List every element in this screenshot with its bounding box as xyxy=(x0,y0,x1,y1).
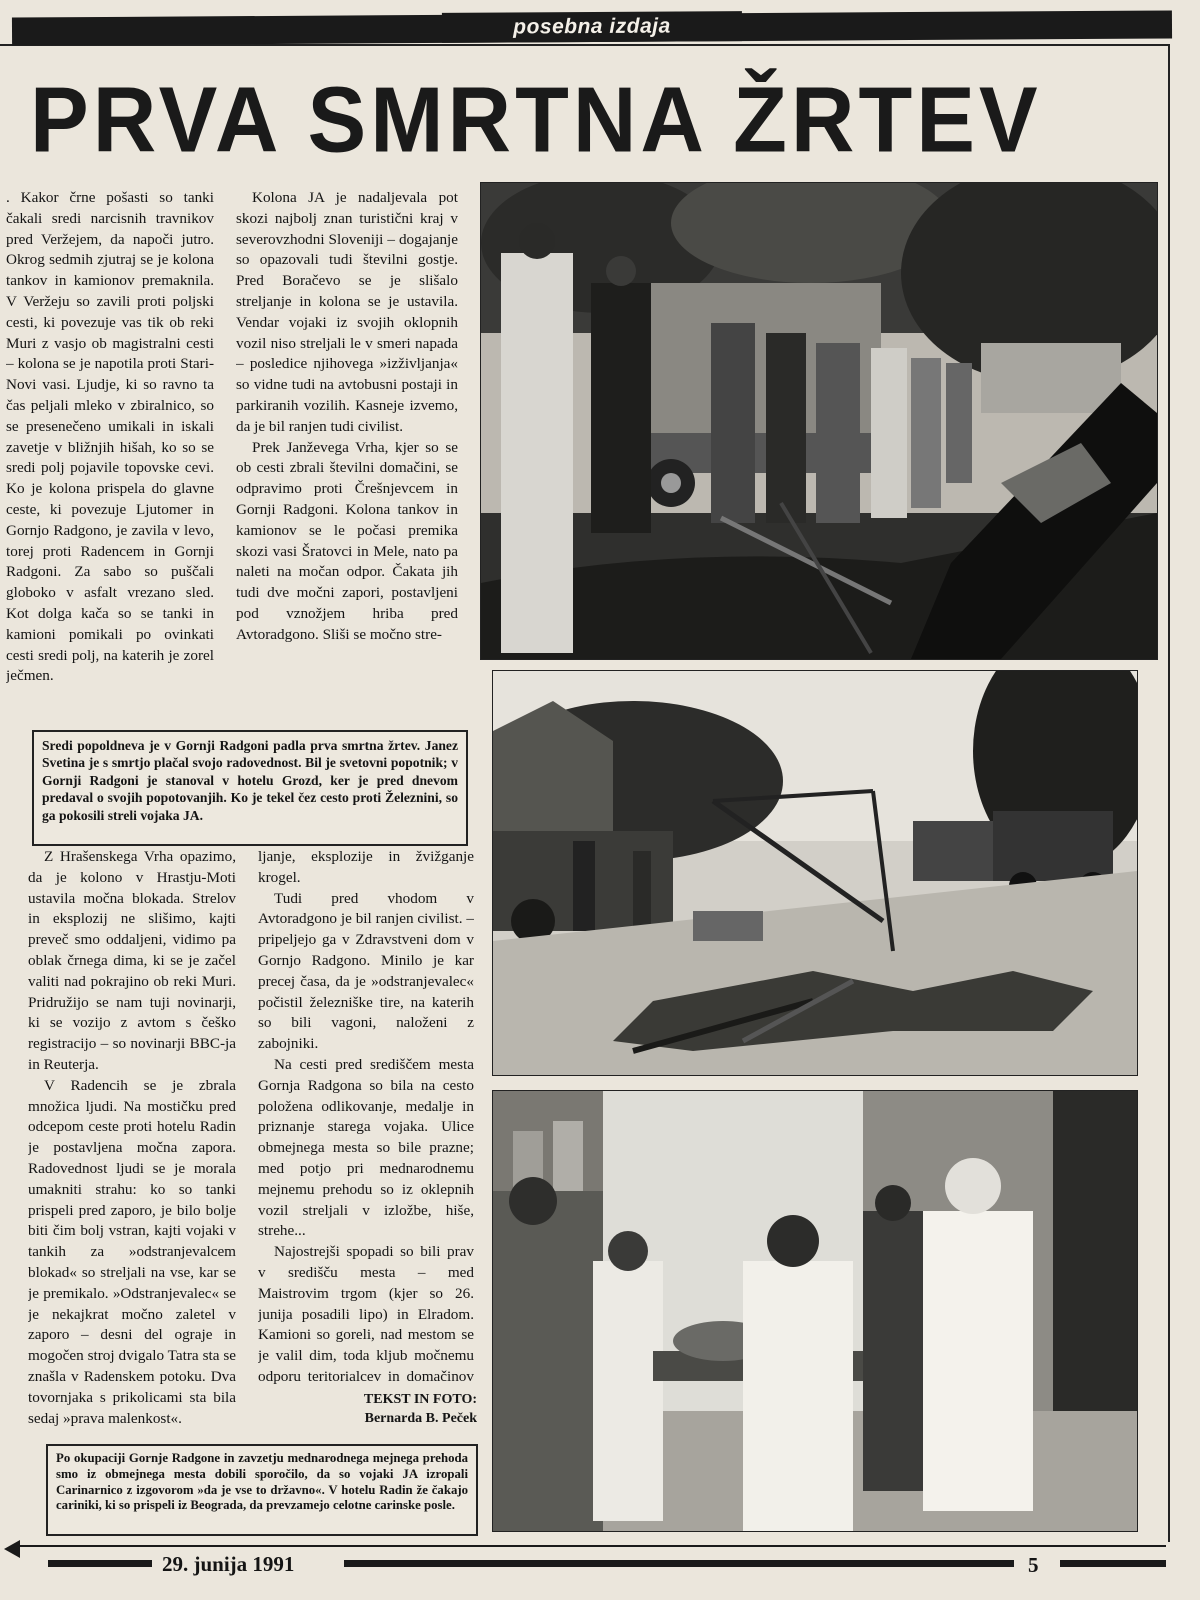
paragraph: Kolona JA je nadaljevala pot skozi najbolj znan turistični kraj v severovzhodni Sloveniji – dogajanje so opazovali tudi številni gostje. Pred Boračevo se je slišalo streljanje in kolona se je ustavila. Vendar vojaki iz svojih oklopnih vozil niso streljali le v smeri napada – posledice njihovega »izživljanja« so vidne tudi na avtobusni postaji in parkiranih vozilih. Kasneje izvemo, da je bil ranjen tudi civilist. xyxy=(236,189,458,435)
article-column-2-bottom xyxy=(258,847,474,1387)
photo-stretcher-health-centre xyxy=(492,1090,1138,1532)
issue-date: 29. junija 1991 xyxy=(162,1552,295,1576)
page-number: 5 xyxy=(1028,1553,1039,1577)
headline: PRVA SMRTNA ŽRTEV xyxy=(30,67,1042,172)
paragraph: ljanje, eksplozije in žvižganje krogel. xyxy=(258,848,474,886)
photo-crowd-by-column xyxy=(480,182,1158,660)
article-column-1-top xyxy=(6,188,214,718)
article-column-2-top xyxy=(236,188,458,718)
paragraph: Prek Janževega Vrha, kjer so se ob cesti zbrali številni domačini, se odpravimo proti Črešnjevcem in Gornji Radgoni. Kolona tankov in kamionov se le počasi premika skozi vasi Šratovci in Mele, nato pa naleti na močan odpor. Čakata jih tudi dve močni zapori, postavljeni pod vznožjem hriba pred Avtoradgono. Sliši se močno stre- xyxy=(236,438,458,643)
article-column-1-bottom xyxy=(28,847,236,1431)
paragraph: Tudi pred vhodom v Avtoradgono je bil ranjen civilist. – pripeljejo ga v Zdravstveni dom v Gornjo Radgono. Minilo je kar precej časa, da je »odstranjevalec« počistil železniške tire, na katerih so bili vagoni, naloženi z zabojniki. xyxy=(258,889,474,1053)
section-label: posebna izdaja xyxy=(442,11,742,43)
footer-rule xyxy=(16,1545,1166,1547)
photo-credit xyxy=(272,1390,477,1428)
paragraph: . Kakor črne pošasti so tanki čakali sredi narcisnih travnikov pred Veržejem, da napoči jutro. Okrog sedmih zjutraj se je kolona tankov in kamionov premaknila. V Veržeju so zavili proti poljski cesti, ki povezuje vas tik ob reki Muri z vasjo ob magistralni cesti – kolona se je napotila proti Stari-Novi vasi. Ljudje, ki so ravno ta čas peljali mleko v zbiralnico, so se presenečeno umikali in iskali zavetje v bližnjih hišah, ko so se sredi polj pojavile topovske cevi. Ko je kolona prispela do glavne ceste, ki povezuje Ljutomer in Gornjo Radgono, je zavila v levo, torej proti Radencem in Gornji Radgoni. Za sabo so puščali globoko v asfalt vrezano sled. Kot dolga kača so se tanki in kamioni pomikali po ovinkati cesti sredi polj, na katerih je zorel ječmen. xyxy=(6,189,214,685)
footer-bar-middle xyxy=(344,1560,1014,1567)
paragraph: Na cesti pred središčem mesta Gornja Radgona so bila na cesto položena odlikovanje, medalje in priznanje starega vojaka. Ulice obmejnega mesta so bile prazne; med potjo pri mednarodnemu mejnemu prehodu so iz oklepnih vozil streljali v izložbe, hiše, strehe... xyxy=(258,1055,474,1240)
photo-debris-on-road xyxy=(492,670,1138,1076)
header-band xyxy=(12,10,1172,45)
photo-crowd-image xyxy=(481,183,1157,659)
paragraph: Z Hrašenskega Vrha opazimo, da je kolono v Hrastju-Moti ustavila močna blokada. Strelov in eksplozij ne slišimo, kajti preveč smo oddaljeni, vidimo pa oblak črnega dima, ki se je začel valiti nad pokrajino ob reki Muri. Pridružijo se nam tuji novinarji, ki se vozijo z avtom s češko registracijo – so novinarji BBC-ja in Reuterja. xyxy=(28,848,236,1073)
highlight-box-bottom: Po okupaciji Gornje Radgone in zavzetju mednarodnega mejnega prehoda smo iz obmejnega mesta dobili sporočilo, da so vojaki JA izropali Carinarnico z izgovorom »da je vse to državno«. V hotelu Radin že čakajo cariniki, ki so prispeli iz Beograda, da prevzamejo celotne carinske posle. xyxy=(46,1444,478,1536)
footer-arrow-icon xyxy=(4,1540,20,1558)
photo-debris-image xyxy=(493,671,1137,1075)
photo-stretcher-image xyxy=(493,1091,1137,1531)
footer-bar-right xyxy=(1060,1560,1166,1567)
footer-bar-left xyxy=(48,1560,152,1567)
credit-author: Bernarda B. Peček xyxy=(364,1411,477,1426)
paragraph: V Radencih se je zbrala množica ljudi. Na mostičku pred odcepom ceste proti hotelu Radin je postavljena močna zapora. Radovednost ljudi se je morala umakniti strahu: ko so tanki prispeli pred zaporo, je bilo bolje biti čim bolj vstran, kajti vojaki v tankih za »odstranjevalcem blokad« so streljali na vse, kar se je premikalo. »Odstranjevalec« se je nekajkrat močno zaletel v zaporo – desni del ograje in mogočen stroj dvigalo Tatra sta se znašla v Radenskem potoku. Dva tovornjaka s prikolicami sta bila sedaj »prava malenkost«. xyxy=(28,1076,236,1427)
credit-label: TEKST IN FOTO: xyxy=(363,1392,477,1407)
paragraph: Najostrejši spopadi so bili prav v središču mesta – med Maistrovim trgom (kjer so 26. junija posadili lipo) in Elradom. Kamioni so goreli, nad mestom se je valil dim, toda kljub močnemu odporu teritorialcev in domačinov xyxy=(258,1243,474,1385)
highlight-box-top: Sredi popoldneva je v Gornji Radgoni padla prva smrtna žrtev. Janez Svetina je s smrtjo plačal svojo radovednost. Bil je svetovni popotnik; v Gornji Radgoni je stanoval v hotelu Grozd, ker je pred dnevom predaval o svojih popotovanjih. Ko je tekel čez cesto proti Železnini, so ga pokosili streli vojaka JA. xyxy=(32,730,468,846)
